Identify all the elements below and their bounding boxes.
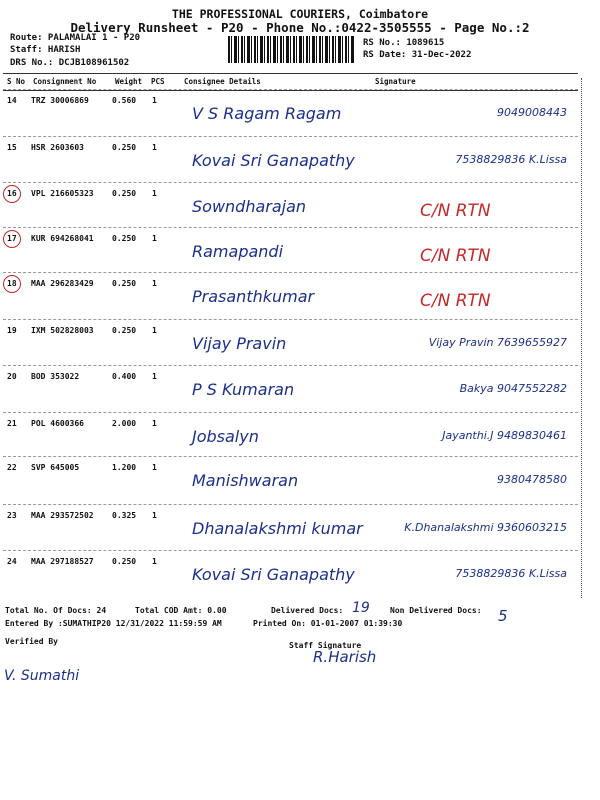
- row-pcs: 1: [152, 189, 157, 198]
- row-highlight-circle: [3, 185, 21, 203]
- row-separator: [3, 182, 578, 183]
- row-return-mark: C/N RTN: [420, 201, 491, 221]
- row-signature: 9380478580: [497, 473, 567, 486]
- row-consignee: Sowndharajan: [192, 197, 307, 216]
- row-pcs: 1: [152, 326, 157, 335]
- row-sno: 23: [7, 511, 17, 520]
- row-consignee: Vijay Pravin: [192, 334, 287, 353]
- row-sno: 24: [7, 557, 17, 566]
- row-signature: 9049008443: [497, 106, 567, 119]
- row-separator: [3, 89, 578, 90]
- row-consignment: BOD 353022: [31, 372, 80, 381]
- total-docs: Total No. Of Docs: 24: [5, 606, 107, 615]
- row-consignee: Kovai Sri Ganapathy: [192, 151, 355, 170]
- row-consignment: VPL 216605323: [31, 189, 94, 198]
- row-weight: 0.250: [112, 234, 137, 243]
- delivered-docs-label: Delivered Docs:: [271, 606, 344, 615]
- row-consignment: MAA 296283429: [31, 279, 94, 288]
- staff-signature-label: Staff Signature: [289, 641, 362, 650]
- row-consignment: HSR 2603603: [31, 143, 84, 152]
- row-sno: 19: [7, 326, 17, 335]
- row-highlight-circle: [3, 230, 21, 248]
- row-separator: [3, 272, 578, 273]
- row-consignment: KUR 694268041: [31, 234, 94, 243]
- row-weight: 1.200: [112, 463, 137, 472]
- row-separator: [3, 504, 578, 505]
- row-consignee: Prasanthkumar: [192, 287, 315, 306]
- staff-label: Staff: HARISH: [10, 45, 81, 55]
- row-consignment: SVP 645005: [31, 463, 80, 472]
- row-weight: 0.400: [112, 372, 137, 381]
- row-separator: [3, 319, 578, 320]
- row-separator: [3, 412, 578, 413]
- row-pcs: 1: [152, 557, 157, 566]
- row-pcs: 1: [152, 372, 157, 381]
- row-weight: 2.000: [112, 419, 137, 428]
- company-title: THE PROFESSIONAL COURIERS, Coimbatore: [171, 7, 429, 21]
- col-pcs: PCS: [151, 77, 165, 86]
- row-consignment: POL 4600366: [31, 419, 84, 428]
- row-signature: Bakya 9047552282: [459, 382, 567, 395]
- col-consignment: Consignment No: [33, 77, 97, 86]
- row-consignee: Ramapandi: [192, 242, 284, 261]
- row-weight: 0.250: [112, 326, 137, 335]
- row-separator: [3, 550, 578, 551]
- row-weight: 0.250: [112, 557, 137, 566]
- row-separator: [3, 136, 578, 137]
- row-sno: 18: [7, 279, 17, 288]
- route-label: Route: PALAMALAI 1 - P20: [10, 33, 141, 43]
- row-weight: 0.250: [112, 143, 137, 152]
- row-signature: Jayanthi.J 9489830461: [442, 429, 567, 442]
- row-consignee: Jobsalyn: [192, 427, 259, 446]
- row-consignment: MAA 297188527: [31, 557, 94, 566]
- verified-signature: V. Sumathi: [4, 668, 80, 684]
- row-pcs: 1: [152, 143, 157, 152]
- runsheet-title: Delivery Runsheet - P20 - Phone No.:0422-3505555 - Page No.:2: [70, 20, 530, 35]
- drs-number: DRS No.: DCJB108961502: [10, 58, 130, 68]
- row-consignee: Manishwaran: [192, 471, 299, 490]
- row-consignee: Dhanalakshmi kumar: [192, 519, 363, 538]
- row-return-mark: C/N RTN: [420, 246, 491, 266]
- verified-by-label: Verified By: [5, 637, 58, 646]
- barcode-image: [228, 36, 354, 63]
- non-delivered-label: Non Delivered Docs:: [390, 606, 482, 615]
- row-sno: 17: [7, 234, 17, 243]
- row-sno: 21: [7, 419, 17, 428]
- row-pcs: 1: [152, 419, 157, 428]
- row-pcs: 1: [152, 279, 157, 288]
- entered-by: Entered By :SUMATHIP20 12/31/2022 11:59:59 AM: [5, 619, 222, 628]
- row-separator: [3, 456, 578, 457]
- row-sno: 20: [7, 372, 17, 381]
- rs-date: RS Date: 31-Dec-2022: [363, 50, 472, 60]
- row-pcs: 1: [152, 511, 157, 520]
- row-consignment: TRZ 30006869: [31, 96, 89, 105]
- row-signature: 7538829836 K.Lissa: [455, 567, 567, 580]
- row-weight: 0.560: [112, 96, 137, 105]
- row-sno: 22: [7, 463, 17, 472]
- delivered-count: 19: [352, 600, 370, 616]
- rs-number: RS No.: 1089615: [363, 38, 445, 48]
- row-signature: 7538829836 K.Lissa: [455, 153, 567, 166]
- row-separator: [3, 227, 578, 228]
- row-weight: 0.250: [112, 279, 137, 288]
- printed-on: Printed On: 01-01-2007 01:39:30: [253, 619, 403, 628]
- staff-signature: R.Harish: [313, 648, 377, 666]
- row-highlight-circle: [3, 275, 21, 293]
- row-consignment: IXM 502828003: [31, 326, 94, 335]
- row-signature: K.Dhanalakshmi 9360603215: [404, 521, 567, 534]
- row-consignee: V S Ragam Ragam: [192, 104, 342, 123]
- row-separator: [3, 365, 578, 366]
- col-weight: Weight: [115, 77, 143, 86]
- row-weight: 0.325: [112, 511, 137, 520]
- right-border: [581, 78, 582, 598]
- row-pcs: 1: [152, 463, 157, 472]
- row-pcs: 1: [152, 96, 157, 105]
- row-sno: 16: [7, 189, 17, 198]
- row-sno: 15: [7, 143, 17, 152]
- row-consignee: Kovai Sri Ganapathy: [192, 565, 355, 584]
- row-weight: 0.250: [112, 189, 137, 198]
- row-sno: 14: [7, 96, 17, 105]
- total-cod: Total COD Amt: 0.00: [135, 606, 227, 615]
- non-delivered-count: 5: [498, 607, 508, 625]
- row-signature: Vijay Pravin 7639655927: [428, 336, 567, 349]
- col-sno: S No: [7, 77, 26, 86]
- row-pcs: 1: [152, 234, 157, 243]
- row-consignment: MAA 293572502: [31, 511, 94, 520]
- row-consignee: P S Kumaran: [192, 380, 295, 399]
- col-signature: Signature: [375, 77, 416, 86]
- col-consignee: Consignee Details: [184, 77, 261, 86]
- row-return-mark: C/N RTN: [420, 291, 491, 311]
